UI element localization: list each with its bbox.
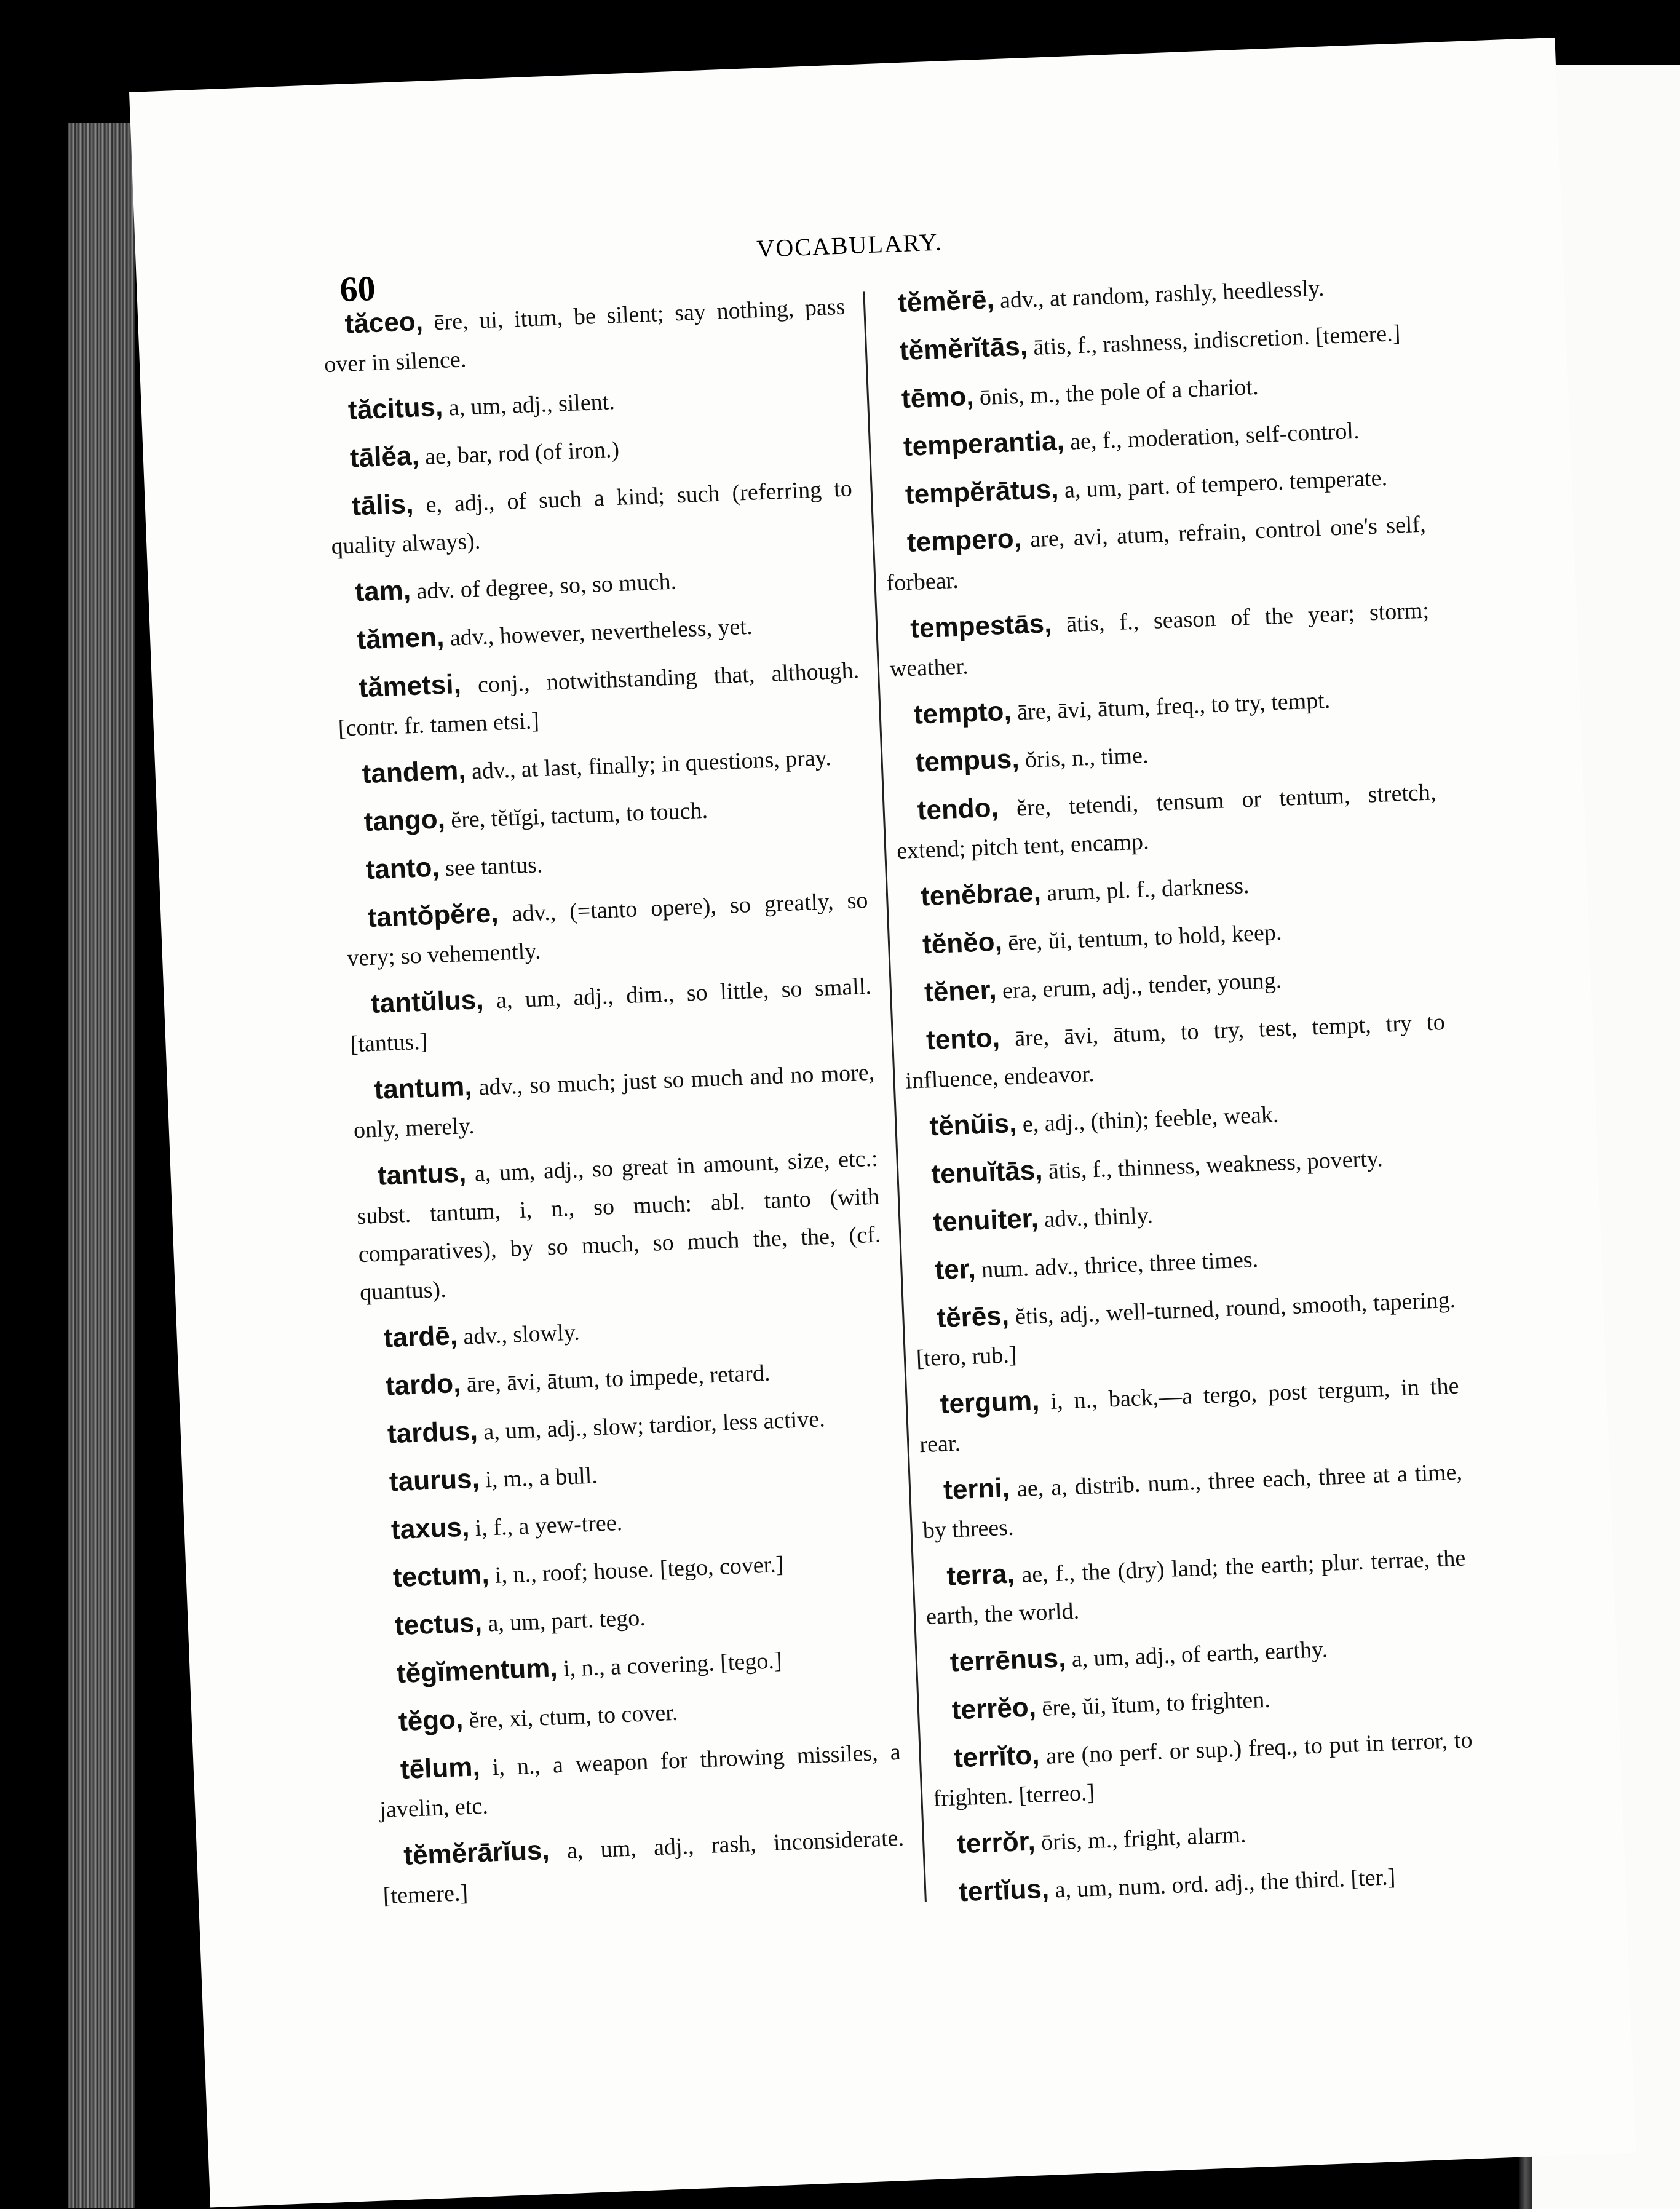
book-page bbox=[129, 38, 1636, 2208]
page-number: 60 bbox=[339, 268, 376, 310]
entry-headword: tantus, bbox=[377, 1157, 467, 1191]
entry-headword: tămen, bbox=[356, 622, 445, 656]
dictionary-entry bbox=[895, 772, 1438, 870]
entry-headword: tardē, bbox=[383, 1320, 458, 1354]
entry-headword: tento, bbox=[925, 1022, 1000, 1056]
entry-definition: conj., notwithstanding that, although. [contr. fr. tamen etsi.] bbox=[338, 657, 860, 742]
entry-definition: arum, pl. f., darkness. bbox=[1046, 873, 1250, 906]
entry-headword: tertĭus, bbox=[958, 1873, 1050, 1908]
entry-definition: i, n., a covering. [tego.] bbox=[563, 1648, 783, 1682]
entry-definition: ēre, ŭi, ĭtum, to frighten. bbox=[1041, 1686, 1271, 1721]
entry-definition: a, um, adj., slow; tardior, less active. bbox=[483, 1406, 826, 1445]
entry-definition: adv., at last, finally; in questions, pray. bbox=[471, 744, 832, 785]
entry-headword: tantŏpĕre, bbox=[367, 897, 499, 934]
entry-headword: tenĕbrae, bbox=[920, 877, 1042, 912]
entry-definition: are (no perf. or sup.) freq., to put in terror, to frighten. [terreo.] bbox=[932, 1727, 1473, 1812]
entry-definition: āre, āvi, ātum, to try, test, tempt, try to influence, endeavor. bbox=[905, 1009, 1446, 1094]
entry-definition: are, avi, atum, refrain, control one's self, forbear. bbox=[886, 511, 1427, 597]
dictionary-entry bbox=[355, 1138, 883, 1312]
entry-headword: taurus, bbox=[389, 1463, 480, 1497]
entry-headword: temperantia, bbox=[903, 426, 1065, 462]
dictionary-entry bbox=[322, 287, 847, 384]
entry-headword: terra, bbox=[946, 1558, 1015, 1592]
entry-headword: terrĕo, bbox=[951, 1692, 1037, 1726]
entry-definition: i, m., a bull. bbox=[485, 1462, 598, 1493]
entry-definition: āre, āvi, ātum, freq., to try, tempt. bbox=[1016, 687, 1331, 726]
entry-headword: tempto, bbox=[913, 696, 1012, 730]
entry-definition: ae, f., the (dry) land; the earth; plur. terrae, the earth, the world. bbox=[925, 1545, 1466, 1630]
entry-headword: tālis, bbox=[351, 488, 414, 522]
entry-definition: adv., so much; just so much and no more, only, merely. bbox=[353, 1059, 875, 1144]
entry-definition: adv., however, nevertheless, yet. bbox=[449, 613, 753, 651]
entry-definition: ātis, f., rashness, indiscretion. [temere.] bbox=[1032, 320, 1401, 360]
entry-definition: ōnis, m., the pole of a chariot. bbox=[979, 373, 1259, 411]
entry-definition: adv. of degree, so, so much. bbox=[416, 568, 677, 605]
entry-definition: a, um, num. ord. adj., the third. [ter.] bbox=[1054, 1864, 1396, 1903]
entry-headword: tăcitus, bbox=[347, 391, 443, 426]
entry-headword: terrēnus, bbox=[949, 1643, 1067, 1678]
dictionary-entry bbox=[329, 468, 854, 566]
entry-headword: tĕmĕrē, bbox=[897, 284, 995, 319]
entry-definition: a, um, adj., silent. bbox=[448, 389, 616, 421]
entry-definition: ae, f., moderation, self-control. bbox=[1069, 418, 1360, 455]
entry-definition: ae, bar, rod (of iron.) bbox=[424, 436, 620, 470]
entry-definition: ŏris, n., time. bbox=[1024, 742, 1149, 773]
dictionary-entry bbox=[345, 880, 870, 978]
dictionary-entry bbox=[351, 1052, 876, 1150]
entry-definition: a, um, adj., of earth, earthy. bbox=[1071, 1636, 1328, 1673]
dictionary-entry bbox=[903, 1002, 1447, 1100]
entry-headword: tenuiter, bbox=[932, 1203, 1039, 1238]
entry-headword: terrĭto, bbox=[953, 1740, 1040, 1774]
entry-headword: tantŭlus, bbox=[370, 984, 485, 1019]
dictionary-entry bbox=[884, 504, 1428, 603]
dictionary-entry bbox=[931, 1719, 1475, 1818]
entry-definition: ēre, ui, itum, be silent; say nothing, pass over in silence. bbox=[323, 293, 846, 378]
entry-headword: tĕnĕo, bbox=[922, 926, 1003, 960]
entry-definition: a, um, part. of tempero. temperate. bbox=[1064, 464, 1388, 504]
entry-headword: tăceo, bbox=[344, 306, 424, 339]
entry-definition: ātis, f., thinness, weakness, poverty. bbox=[1048, 1146, 1384, 1184]
entry-definition: āre, āvi, ātum, to impede, retard. bbox=[466, 1360, 771, 1398]
entry-headword: ter, bbox=[934, 1253, 977, 1286]
entry-definition: ĕre, xi, ctum, to cover. bbox=[468, 1699, 678, 1734]
entry-definition: e, adj., of such a kind; such (referring to quality always). bbox=[330, 475, 853, 560]
entry-headword: tālĕa, bbox=[349, 440, 420, 474]
entry-headword: tectum, bbox=[392, 1559, 490, 1593]
entry-definition: ĕre, tĕtĭgi, tactum, to touch. bbox=[450, 797, 708, 833]
entry-headword: tardus, bbox=[387, 1415, 478, 1450]
entry-headword: tēmo, bbox=[901, 381, 975, 414]
dictionary-entry bbox=[914, 1280, 1457, 1378]
entry-headword: tĕmĕrĭtās, bbox=[899, 331, 1028, 367]
entry-headword: tempestās, bbox=[909, 608, 1053, 644]
entry-definition: e, adj., (thin); feeble, weak. bbox=[1021, 1101, 1280, 1138]
entry-headword: tenuĭtās, bbox=[930, 1155, 1044, 1190]
entry-headword: tam, bbox=[354, 575, 411, 608]
entry-headword: tempero, bbox=[906, 523, 1022, 558]
book-page-edges bbox=[68, 123, 135, 2208]
entry-headword: tanto, bbox=[365, 852, 440, 886]
entry-headword: tempĕrātus, bbox=[905, 474, 1060, 510]
entry-headword: tendo, bbox=[916, 792, 999, 826]
entry-definition: i, n., back,—a tergo, post tergum, in the rear. bbox=[919, 1373, 1460, 1458]
entry-definition: num. adv., thrice, three times. bbox=[981, 1246, 1259, 1283]
entry-definition: ĕre, tetendi, tensum or tentum, stretch, extend; pitch tent, encamp. bbox=[896, 779, 1437, 864]
entry-headword: tĕnŭis, bbox=[929, 1108, 1018, 1142]
entry-definition: adv., (=tanto opere), so greatly, so very; so vehemently. bbox=[346, 887, 869, 972]
entry-headword: tēlum, bbox=[400, 1751, 481, 1785]
entry-headword: tergum, bbox=[939, 1385, 1040, 1419]
entry-headword: tantum, bbox=[373, 1071, 473, 1105]
entry-definition: a, um, adj., dim., so little, so small. [tantus.] bbox=[349, 973, 872, 1058]
entry-headword: tandem, bbox=[361, 755, 467, 790]
dictionary-entry bbox=[378, 1732, 903, 1830]
entry-definition: ēre, ŭi, tentum, to hold, keep. bbox=[1007, 919, 1283, 956]
dictionary-entry bbox=[924, 1537, 1467, 1636]
entry-headword: tardo, bbox=[385, 1368, 462, 1402]
entry-definition: a, um, adj., rash, inconsiderate. [temere.] bbox=[382, 1825, 905, 1910]
left-column bbox=[322, 287, 906, 1924]
entry-headword: tĕgĭmentum, bbox=[396, 1652, 558, 1689]
entry-headword: terrŏr, bbox=[956, 1826, 1036, 1860]
entry-definition: i, n., a weapon for throwing missiles, a javelin, etc. bbox=[379, 1739, 901, 1823]
entry-headword: tĕner, bbox=[924, 974, 997, 1008]
entry-definition: ātis, f., season of the year; storm; weather. bbox=[889, 597, 1430, 683]
entry-headword: terni, bbox=[943, 1472, 1010, 1505]
dictionary-entry bbox=[336, 650, 861, 748]
entry-headword: tămetsi, bbox=[358, 669, 462, 704]
entry-definition: ae, a, distrib. num., three each, three at a time, by threes. bbox=[922, 1459, 1463, 1544]
entry-headword: tĕrēs, bbox=[936, 1300, 1010, 1334]
entry-headword: tĕgo, bbox=[398, 1704, 464, 1737]
entry-definition: adv., slowly. bbox=[462, 1319, 580, 1350]
dictionary-entry bbox=[887, 590, 1431, 688]
entry-definition: era, erum, adj., tender, young. bbox=[1002, 967, 1282, 1004]
entry-headword: taxus, bbox=[390, 1512, 470, 1545]
entry-headword: tempus, bbox=[914, 744, 1020, 778]
entry-definition: i, n., roof; house. [tego, cover.] bbox=[494, 1551, 785, 1588]
entry-definition: ĕtis, adj., well-turned, round, smooth, tapering. [tero, rub.] bbox=[916, 1287, 1456, 1372]
entry-headword: tectus, bbox=[394, 1607, 483, 1641]
entry-headword: tango, bbox=[363, 804, 446, 838]
dictionary-entry bbox=[381, 1818, 906, 1916]
dictionary-entry bbox=[348, 966, 873, 1064]
entry-definition: see tantus. bbox=[445, 852, 544, 882]
entry-definition: adv., at random, rashly, heedlessly. bbox=[999, 275, 1325, 314]
entry-definition: i, f., a yew-tree. bbox=[474, 1509, 623, 1542]
entry-definition: a, um, part. tego. bbox=[487, 1604, 646, 1637]
entry-definition: a, um, adj., so great in amount, size, etc.: subst. tantum, i, n., so much: abl. tanto (with comparatives), by so much, so much the, the, (cf. quantus). bbox=[356, 1145, 882, 1306]
entry-definition: adv., thinly. bbox=[1044, 1202, 1154, 1233]
dictionary-entry bbox=[917, 1366, 1461, 1464]
dictionary-entry bbox=[921, 1451, 1464, 1550]
entry-definition: ōris, m., fright, alarm. bbox=[1040, 1822, 1247, 1856]
right-column bbox=[875, 264, 1479, 1922]
running-header: VOCABULARY. bbox=[756, 228, 943, 263]
entry-headword: tĕmĕrārĭus, bbox=[403, 1834, 550, 1871]
